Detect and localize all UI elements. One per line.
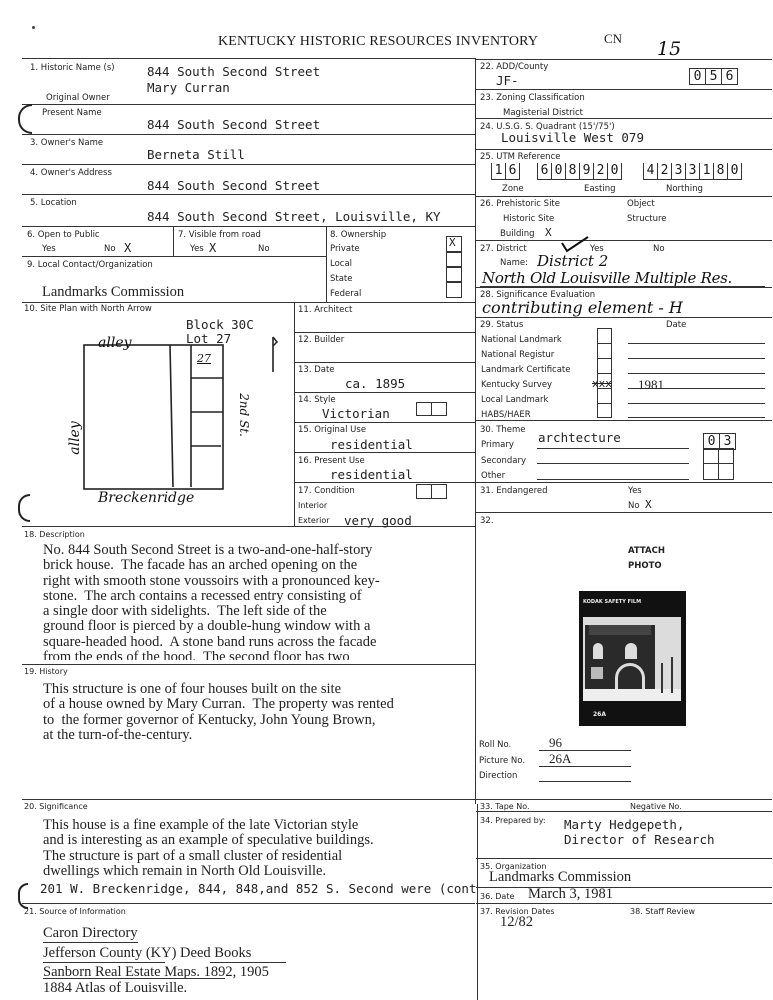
district-yes[interactable]: Yes — [590, 244, 604, 254]
original-owner-label: Original Owner — [46, 93, 110, 103]
present-use-label: 16. Present Use — [298, 456, 365, 466]
prepared-by-label: 34. Prepared by: — [480, 816, 546, 825]
utm-zone-boxes[interactable] — [491, 163, 520, 180]
theme-code-box[interactable] — [703, 448, 719, 464]
district-name-label: Name: — [500, 258, 528, 268]
present-name-value[interactable]: 844 South Second Street — [147, 117, 321, 132]
quadrant-label: 24. U.S.G. S. Quadrant (15'/75') — [480, 122, 615, 132]
district-no[interactable]: No — [653, 244, 665, 254]
binder-hole-mark — [18, 104, 32, 134]
status-label: 29. Status — [480, 320, 524, 330]
cn-number: 15 — [657, 38, 682, 60]
house-window — [591, 667, 603, 679]
ownership-federal[interactable]: Federal — [330, 289, 362, 299]
theme-code-digit: 0 — [704, 434, 720, 449]
site-plan-label: 10. Site Plan with North Arrow — [24, 304, 152, 314]
date-label: 13. Date — [298, 365, 335, 375]
utm-easting-digit: 0 — [610, 163, 619, 178]
add-county-label: 22. ADD/County — [480, 62, 549, 72]
historic-site-option[interactable]: Historic Site — [503, 214, 555, 224]
utm-easting-label: Easting — [584, 184, 616, 194]
source-line: Caron Directory — [43, 925, 138, 941]
district-underline — [480, 286, 765, 287]
ownership-label: 8. Ownership — [330, 230, 387, 240]
theme-code-box[interactable] — [718, 463, 734, 480]
utm-northing-digit: 1 — [700, 163, 714, 179]
utm-northing-boxes[interactable] — [643, 163, 742, 180]
present-name-label: Present Name — [42, 108, 102, 118]
theme-line — [537, 448, 689, 449]
source-label: 21. Source of Information — [24, 907, 126, 916]
alley-top-label: alley — [98, 335, 132, 351]
prepared-by-title[interactable]: Director of Research — [564, 832, 715, 847]
top-rule-right — [476, 59, 772, 60]
original-owner-value[interactable]: Mary Curran — [147, 80, 230, 95]
theme-line — [537, 479, 689, 480]
local-contact-label: 9. Local Contact/Organization — [27, 260, 153, 270]
endangered-label: 31. Endangered — [480, 486, 548, 496]
ownership-state[interactable]: State — [330, 274, 353, 284]
quadrant-value[interactable]: Louisville West 079 — [501, 130, 644, 145]
rule — [476, 420, 772, 421]
photo-sidewalk — [583, 689, 681, 701]
visible-no[interactable]: No — [258, 244, 270, 254]
object-option[interactable]: Object — [627, 199, 655, 209]
utm-northing-digit: 3 — [686, 163, 700, 179]
source-line: Sanborn Real Estate Maps. 1892, 1905 — [43, 964, 269, 980]
status-date-line — [628, 343, 765, 344]
builder-label: 12. Builder — [298, 335, 345, 345]
lot-line — [170, 345, 173, 487]
description-line: stone. The arch contains a recessed entry consisting of — [43, 587, 362, 604]
utm-easting-digit: 2 — [594, 163, 608, 179]
photo-section-label: 32. — [480, 516, 494, 526]
photo-label: PHOTO — [628, 561, 662, 571]
open-to-public-label: 6. Open to Public — [27, 230, 100, 240]
significance-line: The structure is part of a small cluster of residential — [43, 847, 343, 864]
roll-no-value[interactable]: 96 — [549, 735, 562, 750]
prehistoric-site-label: 26. Prehistoric Site — [480, 199, 560, 209]
house-roof — [589, 625, 651, 635]
status-national-register[interactable]: National Registur — [481, 350, 555, 360]
staff-review-label: 38. Staff Review — [630, 907, 695, 916]
utm-northing-digit: 4 — [644, 163, 658, 179]
lot-block-outline — [84, 345, 223, 489]
picture-no-line — [539, 766, 631, 767]
visible-from-road-label: 7. Visible from road — [178, 230, 261, 240]
status-local-landmark[interactable]: Local Landmark — [481, 395, 549, 405]
utm-northing-digit: 3 — [672, 163, 686, 179]
open-public-yes[interactable]: Yes — [42, 244, 56, 254]
history-line: of a house owned by Mary Curran. The property was rented — [43, 696, 394, 713]
cn-label: CN — [604, 31, 623, 46]
location-value[interactable]: 844 South Second Street, Louisville, KY — [147, 209, 441, 224]
rule — [22, 104, 475, 105]
film-edge-text: KODAK SAFETY FILM — [583, 599, 642, 605]
owners-address-value[interactable]: 844 South Second Street — [147, 178, 321, 193]
status-habs-haer[interactable]: HABS/HAER — [481, 410, 531, 420]
status-kentucky-survey[interactable]: Kentucky Survey — [481, 380, 553, 390]
attach-label: ATTACH — [628, 546, 665, 556]
significance-continued-line[interactable]: 201 W. Breckenridge, 844, 848,and 852 S. Second were (cont — [40, 881, 477, 896]
district-name-value[interactable]: District 2 — [537, 252, 609, 270]
direction-label: Direction — [479, 771, 518, 781]
rule — [476, 858, 772, 859]
rule — [294, 362, 475, 363]
open-public-no[interactable]: No — [104, 244, 116, 254]
visible-mark: X — [209, 241, 217, 255]
history-line: This structure is one of four houses built on the site — [43, 681, 342, 697]
house-window — [593, 643, 603, 659]
status-checkbox[interactable] — [597, 328, 612, 344]
architect-label: 11. Architect — [298, 305, 353, 315]
roll-no-label: Roll No. — [479, 740, 512, 750]
scan-speck — [32, 26, 35, 29]
location-label: 5. Location — [30, 198, 77, 208]
owners-name-value[interactable]: Berneta Still — [147, 147, 245, 162]
description-line: No. 844 South Second Street is a two-and-one-half-story — [43, 542, 373, 558]
status-checkbox[interactable] — [597, 403, 612, 418]
rule — [476, 512, 772, 513]
rule — [22, 664, 475, 665]
rule — [476, 799, 772, 800]
ownership-local-checkbox[interactable] — [446, 252, 462, 267]
rule — [476, 240, 772, 241]
binder-hole-mark — [18, 883, 28, 909]
structure-option[interactable]: Structure — [627, 214, 667, 224]
kentucky-survey-mark: xxx — [592, 377, 612, 390]
theme-primary-value[interactable]: archtecture — [538, 430, 621, 445]
theme-primary-label: Primary — [481, 440, 514, 450]
description-line: a single door with sidelights. The left side of the — [43, 603, 327, 620]
house-arch — [615, 663, 645, 689]
source-underline — [43, 962, 165, 963]
exterior-label: Exterior — [298, 516, 330, 525]
photo-pole — [671, 657, 673, 693]
negative-no-label: Negative No. — [630, 802, 682, 811]
building-option[interactable]: Building — [500, 229, 535, 239]
block-value: Block 30C — [186, 317, 254, 332]
original-use-value[interactable]: residential — [330, 437, 413, 452]
theme-other-label: Other — [481, 471, 506, 481]
rule — [476, 287, 772, 288]
history-line: at the turn-of-the-century. — [43, 726, 193, 743]
house-window — [625, 643, 637, 659]
center-divider-lower — [477, 804, 478, 1000]
magisterial-district-label: Magisterial District — [503, 108, 583, 118]
county-code-boxes[interactable] — [689, 68, 738, 85]
theme-label: 30. Theme — [480, 425, 526, 435]
utm-zone-digit: 1 — [492, 163, 506, 179]
original-use-label: 15. Original Use — [298, 425, 367, 435]
endangered-yes[interactable]: Yes — [628, 486, 642, 496]
district-full-name[interactable]: North Old Louisville Multiple Res. — [482, 269, 733, 287]
owners-name-label: 3. Owner's Name — [30, 138, 104, 148]
style-label: 14. Style — [298, 395, 336, 405]
picture-no-value[interactable]: 26A — [549, 751, 572, 766]
open-public-mark: X — [124, 241, 132, 255]
utm-zone-digit: 6 — [508, 163, 517, 178]
date-value[interactable]: ca. 1895 — [345, 376, 406, 391]
utm-easting-boxes[interactable] — [537, 163, 622, 180]
utm-easting-digit: 6 — [538, 163, 552, 179]
rule — [476, 811, 772, 812]
history-text[interactable] — [43, 682, 394, 743]
utm-easting-digit: 9 — [580, 163, 594, 179]
history-line: to the former governor of Kentucky, John Young Brown, — [43, 711, 376, 728]
picture-no-label: Picture No. — [479, 756, 526, 766]
description-line: from the ends of the hood. The second floor has two — [43, 650, 350, 661]
rule — [476, 118, 772, 119]
rule — [22, 256, 327, 257]
rule — [294, 452, 475, 453]
building-mark: X — [545, 226, 552, 239]
theme-secondary-label: Secondary — [481, 456, 527, 466]
style-code-box[interactable] — [431, 402, 447, 416]
county-code-digit: 0 — [690, 69, 706, 84]
second-street-label: 2nd St. — [236, 393, 251, 437]
utm-northing-digit: 8 — [714, 163, 728, 179]
owners-address-label: 4. Owner's Address — [30, 168, 112, 178]
alley-left-label: alley — [66, 421, 83, 455]
rule — [22, 194, 475, 195]
utm-easting-digit: 0 — [552, 163, 566, 179]
significance-eval-value[interactable]: contributing element - H — [482, 298, 683, 317]
rule — [22, 903, 475, 904]
rule — [476, 903, 772, 904]
status-date-line — [628, 373, 765, 374]
local-contact-value[interactable]: Landmarks Commission — [42, 284, 185, 300]
significance-text[interactable] — [43, 818, 374, 879]
top-rule-left — [22, 58, 475, 59]
utm-northing-digit: 0 — [730, 163, 739, 178]
rule — [22, 799, 475, 800]
rule — [294, 422, 475, 423]
rule — [476, 89, 772, 90]
theme-code-box[interactable] — [718, 448, 734, 464]
ownership-mark: X — [449, 236, 456, 249]
status-checkbox[interactable] — [597, 343, 612, 359]
interior-label: Interior — [298, 501, 328, 510]
significance-line: dwellings which remain in North Old Louisville. — [43, 862, 327, 879]
status-checkbox[interactable] — [597, 358, 612, 374]
source-underline — [43, 978, 225, 979]
utm-easting-digit: 8 — [566, 163, 580, 179]
tape-no-label: 33. Tape No. — [480, 802, 530, 811]
significance-eval-label: 28. Significance Evaluation — [480, 290, 596, 300]
style-code-box[interactable] — [416, 402, 432, 416]
lot-value: Lot 27 — [186, 331, 232, 346]
endangered-mark: X — [645, 498, 652, 511]
style-value[interactable]: Victorian — [322, 406, 390, 421]
description-line: square-headed hood. A stone band runs across the facade — [43, 633, 377, 650]
significance-label: 20. Significance — [24, 802, 88, 811]
ownership-federal-checkbox[interactable] — [446, 282, 462, 298]
status-landmark-certificate[interactable]: Landmark Certificate — [481, 365, 571, 375]
form-title: KENTUCKY HISTORIC RESOURCES INVENTORY — [218, 34, 539, 49]
visible-yes[interactable]: Yes — [190, 244, 204, 254]
condition-code-box[interactable] — [416, 484, 432, 499]
revision-dates-value[interactable]: 12/82 — [500, 914, 534, 930]
kentucky-survey-date[interactable]: 1981 — [638, 377, 664, 392]
photo-pole — [661, 663, 663, 693]
source-underline — [210, 962, 286, 963]
direction-line — [539, 781, 631, 782]
revision-dates-label: 37. Revision Dates — [480, 907, 555, 916]
status-checkbox[interactable] — [597, 388, 612, 404]
status-date-line — [628, 358, 765, 359]
utm-label: 25. UTM Reference — [480, 152, 561, 162]
prep-date-value[interactable]: March 3, 1981 — [528, 886, 613, 902]
organization-label: 35. Organization — [480, 862, 547, 871]
utm-zone-label: Zone — [502, 184, 524, 194]
county-code-digit: 5 — [706, 69, 722, 84]
rule — [476, 149, 772, 150]
utm-northing-label: Northing — [666, 184, 703, 194]
exterior-value[interactable]: very good — [344, 513, 412, 528]
description-line: ground floor is pierced by a double-hung window with a — [43, 618, 371, 635]
prepared-by-name[interactable]: Marty Hedgepeth, — [564, 817, 685, 832]
rule — [476, 482, 772, 483]
status-date-label: Date — [666, 320, 687, 330]
utm-northing-digit: 2 — [658, 163, 672, 179]
significance-line: and is interesting as an example of speculative buildings. — [43, 832, 374, 849]
rule — [22, 226, 475, 227]
theme-code-digit: 3 — [723, 434, 732, 449]
rule — [22, 134, 475, 135]
historic-name-label: 1. Historic Name (s) — [30, 63, 115, 73]
rule — [22, 164, 475, 165]
endangered-no[interactable]: No — [628, 501, 640, 511]
source-line: Jefferson County (KY) Deed Books — [43, 945, 252, 961]
photo-image — [583, 617, 681, 701]
rule — [476, 317, 772, 318]
status-national-landmark[interactable]: National Landmark — [481, 335, 562, 345]
description-label: 18. Description — [24, 530, 85, 539]
rule — [476, 887, 772, 888]
ownership-state-checkbox[interactable] — [446, 267, 462, 282]
status-date-line — [628, 403, 765, 404]
historic-name-value[interactable]: 844 South Second Street — [147, 64, 321, 79]
rule — [294, 482, 475, 483]
district-label: 27. District — [480, 244, 527, 254]
rule — [294, 392, 475, 393]
theme-line — [537, 463, 689, 464]
organization-value[interactable]: Landmarks Commission — [489, 869, 632, 885]
add-county-value[interactable]: JF- — [496, 73, 519, 88]
source-line: 1884 Atlas of Louisville. — [43, 980, 188, 996]
description-text[interactable] — [43, 543, 380, 660]
present-use-value[interactable]: residential — [330, 467, 413, 482]
rule-v — [326, 226, 327, 302]
theme-code-box[interactable] — [703, 463, 719, 480]
county-code-digit: 6 — [725, 69, 734, 84]
rule-v — [173, 226, 174, 256]
rule — [294, 332, 475, 333]
condition-label: 17. Condition — [298, 486, 355, 496]
ownership-private[interactable]: Private — [330, 244, 360, 254]
rule — [476, 196, 772, 197]
zoning-label: 23. Zoning Classification — [480, 93, 585, 103]
center-divider — [475, 58, 476, 804]
description-line: right with smooth stone voussoirs with a pronounced key- — [43, 572, 380, 589]
prep-date-label: 36. Date — [480, 892, 515, 901]
ownership-local[interactable]: Local — [330, 259, 353, 269]
film-frame-label: 26A — [593, 711, 606, 718]
status-date-line — [628, 417, 765, 418]
lot-27-mark: 27 — [197, 352, 211, 365]
significance-line: This house is a fine example of the late Victorian style — [43, 817, 359, 833]
condition-code-box[interactable] — [431, 484, 447, 499]
description-line: brick house. The facade has an arched opening on the — [43, 557, 358, 574]
breckenridge-label: Breckenridge — [98, 490, 195, 506]
attached-photo[interactable] — [579, 591, 686, 726]
history-label: 19. History — [24, 667, 68, 676]
